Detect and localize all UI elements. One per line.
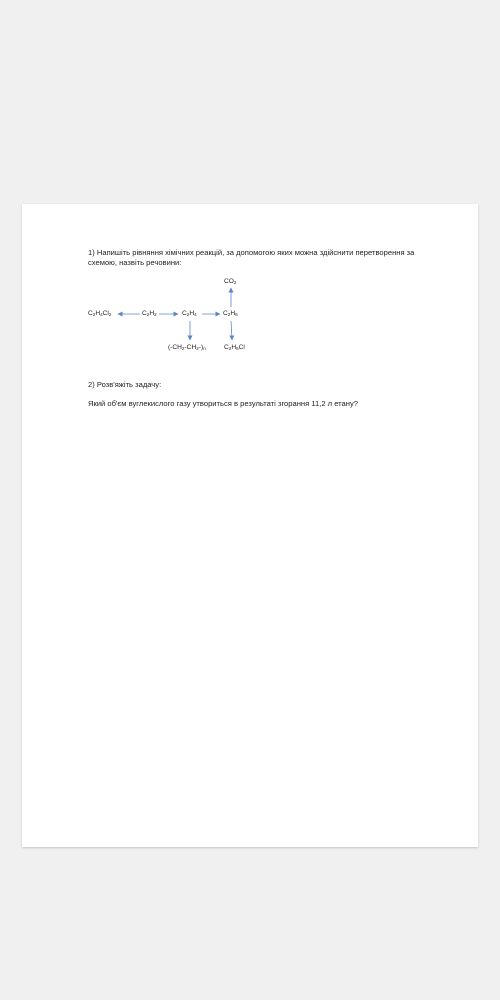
reaction-arrows	[22, 204, 478, 847]
formula-c2h4: $C_2H_4$	[182, 310, 197, 317]
task2-heading: 2) Розв'яжіть задачу:	[88, 380, 162, 389]
task2-question: Який об'єм вуглекислого газу утвориться в результаті згорання 11,2 л етану?	[88, 399, 358, 408]
formula-co2: $CO_2$	[224, 278, 237, 285]
arrow-c2h6-to-c2h5cl	[231, 321, 232, 340]
formula-c2h5cl: $C_2H_5Cl$	[224, 344, 245, 351]
task1-line1: 1) Напишіть рівняння хімічних реакцій, за допомогою яких можна здійснити перетворення за	[88, 248, 415, 257]
formula-c2h6: $C_2H_6$	[223, 310, 238, 317]
formula-polyethylene: $(-CH_2-CH_2-)_n$	[168, 344, 206, 351]
document-page	[22, 204, 478, 847]
formula-c2h2: $C_2H_2$	[142, 310, 157, 317]
task1-line2: схемою, назвіть речовини:	[88, 258, 182, 267]
formula-c2h4cl2: $C_2H_4Cl_2$	[88, 310, 112, 317]
